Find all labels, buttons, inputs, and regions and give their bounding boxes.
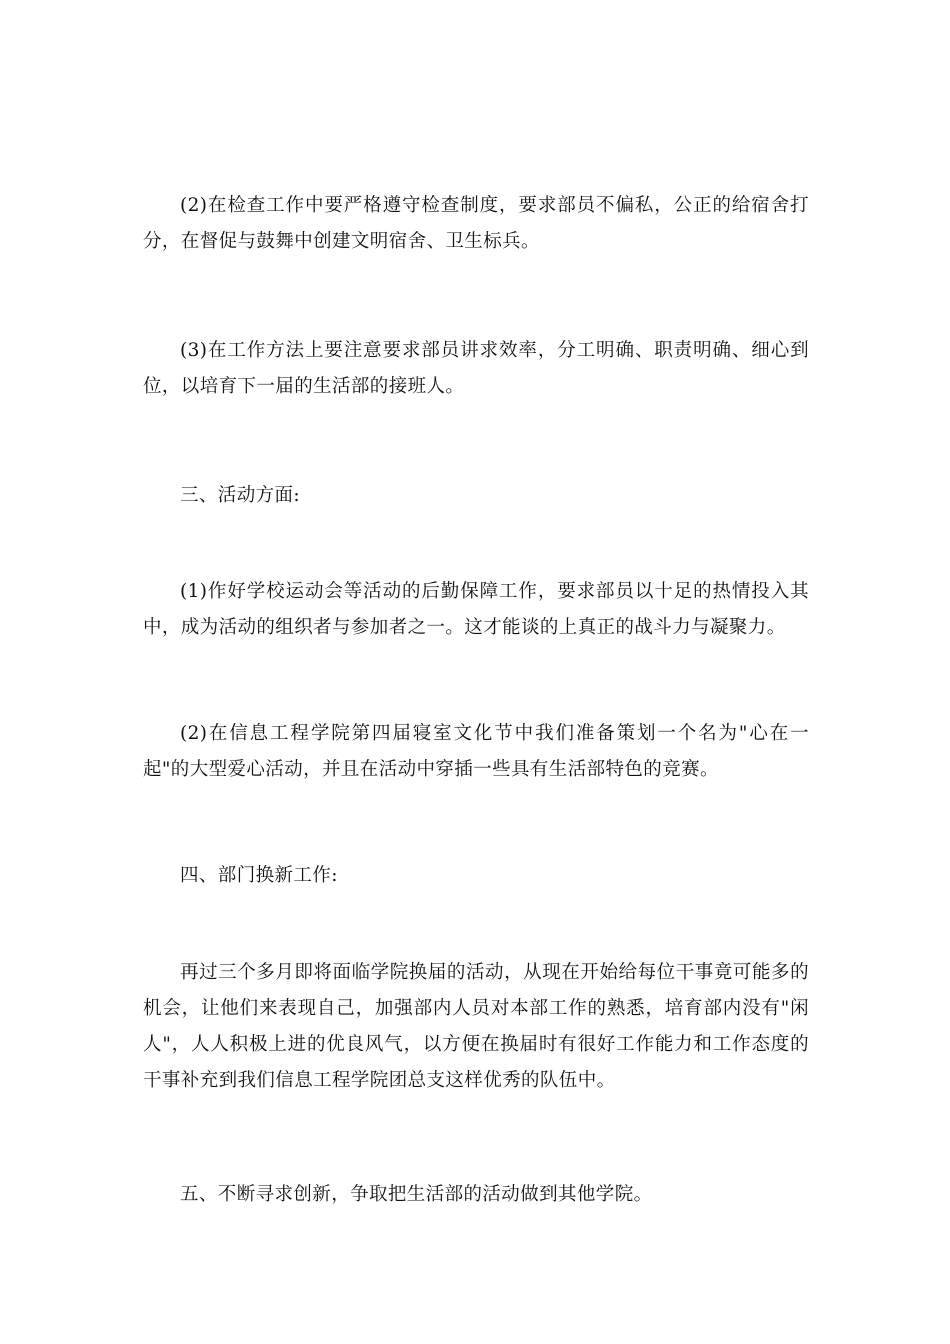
paragraph-renewal-details: 再过三个多月即将面临学院换届的活动，从现在开始给每位干事竟可能多的机会，让他们来表现自己，加强部内人员对本部工作的熟悉，培育部内没有"闲人"，人人积极上进的优良风气，以方便在换届时有很好工作能力和工作态度的干事补充到我们信息工程学院团总支这样优秀的队伍中。 — [143, 962, 809, 1091]
section-heading-activities: 三、活动方面: — [180, 485, 301, 506]
paragraph-dorm-culture-festival: (2)在信息工程学院第四届寝室文化节中我们准备策划一个名为"心在一起"的大型爱心活动，并且在活动中穿插一些具有生活部特色的竞赛。 — [143, 723, 809, 780]
paragraph-work-methods: (3)在工作方法上要注意要求部员讲求效率，分工明确、职责明确、细心到位，以培育下一届的生活部的接班人。 — [143, 340, 809, 397]
section-heading-innovation: 五、不断寻求创新，争取把生活部的活动做到其他学院。 — [180, 1184, 653, 1205]
section-heading-department-renewal: 四、部门换新工作: — [180, 865, 338, 886]
paragraph-inspection-rules: (2)在检查工作中要严格遵守检查制度，要求部员不偏私，公正的给宿舍打分，在督促与鼓舞中创建文明宿舍、卫生标兵。 — [143, 195, 809, 252]
paragraph-sports-meet-logistics: (1)作好学校运动会等活动的后勤保障工作，要求部员以十足的热情投入其中，成为活动的组织者与参加者之一。这才能谈的上真正的战斗力与凝聚力。 — [143, 581, 809, 638]
